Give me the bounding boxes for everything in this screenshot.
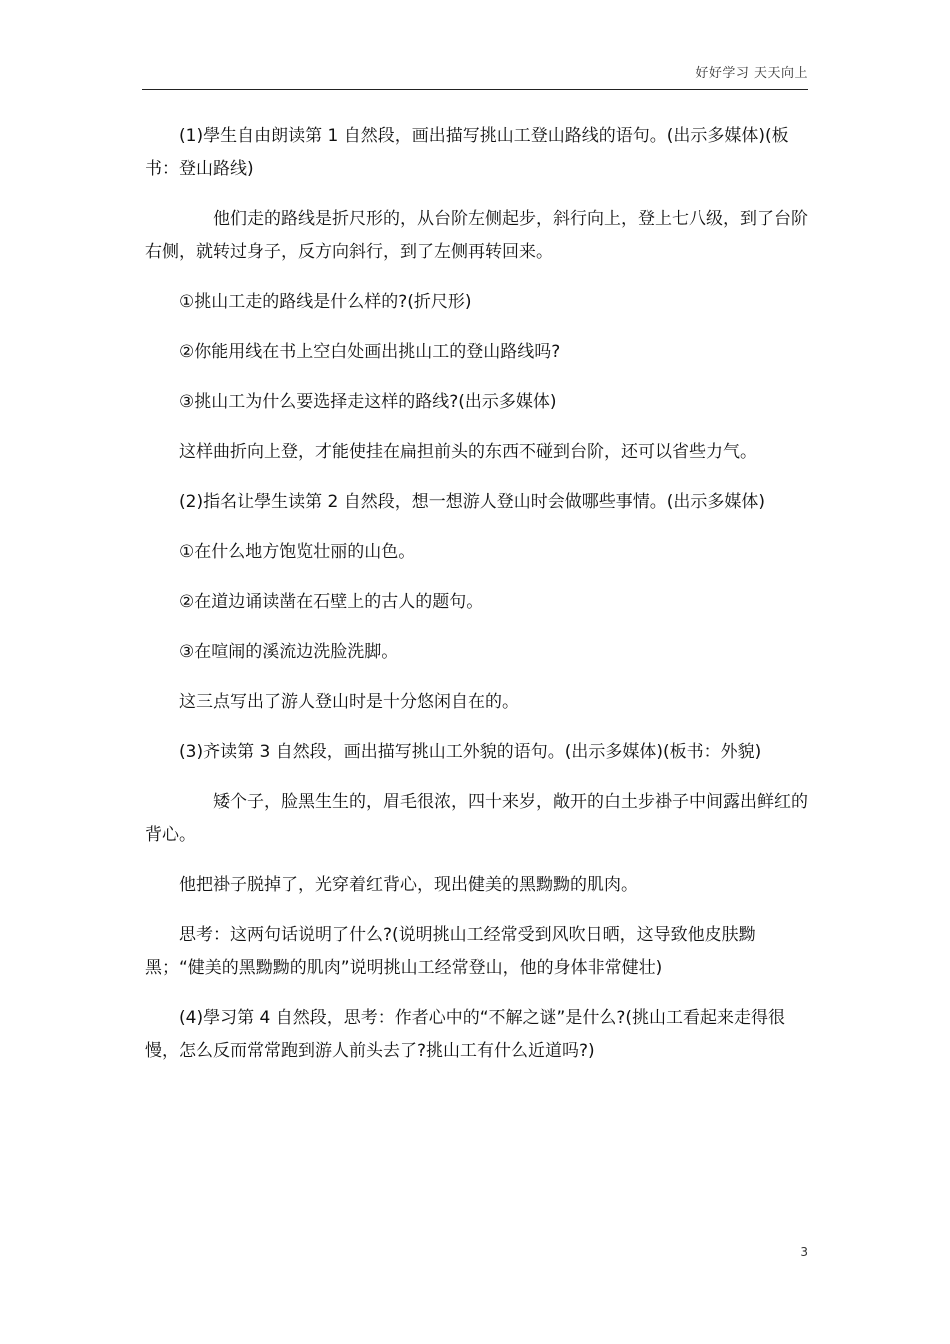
paragraph-8: ①在什么地方饱览壮丽的山色。 — [145, 542, 416, 562]
paragraph-1: (1)學生自由朗读第 1 自然段，画出描写挑山工登山路线的语句。(出示多媒体)(板书：登山路线) — [145, 126, 789, 179]
paragraph-9: ②在道边诵读凿在石壁上的古人的题句。 — [145, 592, 484, 612]
paragraph-14: 他把褂子脱掉了，光穿着红背心，现出健美的黑黝黝的肌肉。 — [145, 875, 638, 895]
paragraph-13: 矮个子，脸黑生生的，眉毛很浓，四十来岁，敞开的白土步褂子中间露出鲜红的背心。 — [145, 792, 808, 845]
paragraph-3: ①挑山工走的路线是什么样的?(折尺形) — [145, 292, 472, 312]
paragraph-16: (4)學习第 4 自然段，思考：作者心中的“不解之谜”是什么?(挑山工看起来走得很慢，怎么反而常常跑到游人前头去了?挑山工有什么近道吗?) — [145, 1008, 785, 1061]
paragraph-7: (2)指名让學生读第 2 自然段，想一想游人登山时会做哪些事情。(出示多媒体) — [145, 492, 765, 512]
paragraph-5: ③挑山工为什么要选择走这样的路线?(出示多媒体) — [145, 392, 557, 412]
paragraph-6: 这样曲折向上登，才能使挂在扁担前头的东西不碰到台阶，还可以省些力气。 — [145, 442, 757, 462]
paragraph-12: (3)齐读第 3 自然段，画出描写挑山工外貌的语句。(出示多媒体)(板书：外貌) — [145, 742, 762, 762]
paragraph-2: 他们走的路线是折尺形的，从台阶左侧起步，斜行向上，登上七八级，到了台阶右侧，就转过身子，反方向斜行，到了左侧再转回来。 — [145, 209, 808, 262]
header-divider — [142, 89, 808, 90]
paragraph-10: ③在喧闹的溪流边洗脸洗脚。 — [145, 642, 399, 662]
paragraph-4: ②你能用线在书上空白处画出挑山工的登山路线吗? — [145, 342, 561, 362]
page-number: 3 — [800, 1245, 808, 1259]
header-text: 好好学习 天天向上 — [695, 66, 808, 81]
document-body — [145, 120, 810, 1068]
paragraph-15: 思考：这两句话说明了什么?(说明挑山工经常受到风吹日晒，这导致他皮肤黝黑；“健美的黑黝黝的肌肉”说明挑山工经常登山，他的身体非常健壮) — [145, 925, 756, 978]
paragraph-11: 这三点写出了游人登山时是十分悠闲自在的。 — [145, 692, 519, 712]
